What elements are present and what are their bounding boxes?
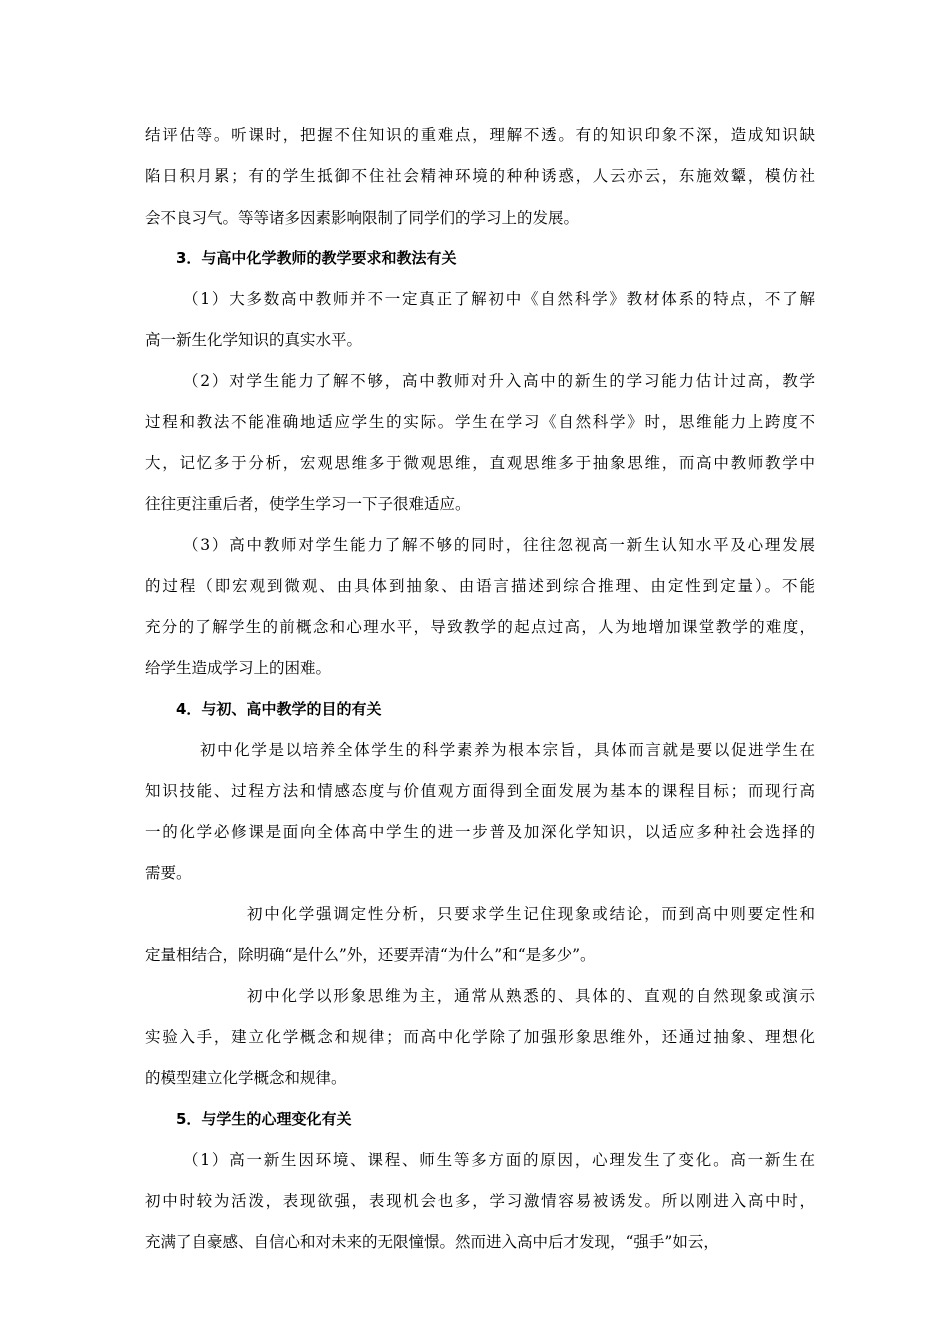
paragraph-line: 大，记忆多于分析，宏观思维多于微观思维，直观思维多于抽象思维，而高中教师教学中	[145, 454, 815, 472]
paragraph-line: 初中化学以形象思维为主，通常从熟悉的、具体的、直观的自然现象或演示	[247, 987, 815, 1005]
paragraph-line: 定量相结合，除明确“是什么”外，还要弄清“为什么”和“是多少”。	[145, 946, 596, 964]
paragraph-line: 往往更注重后者，使学生学习一下子很难适应。	[145, 495, 471, 513]
paragraph-line: 的模型建立化学概念和规律。	[145, 1069, 347, 1087]
paragraph-line: 结评估等。听课时，把握不住知识的重难点，理解不透。有的知识印象不深，造成知识缺	[145, 126, 815, 144]
paragraph-line: 实验入手，建立化学概念和规律；而高中化学除了加强形象思维外，还通过抽象、理想化	[145, 1028, 815, 1046]
paragraph-line: 充分的了解学生的前概念和心理水平，导致教学的起点过高，人为地增加课堂教学的难度，	[145, 618, 815, 636]
paragraph-line: 陷日积月累；有的学生抵御不住社会精神环境的种种诱惑，人云亦云，东施效颦，模仿社	[145, 167, 815, 185]
paragraph-line: （1）高一新生因环境、课程、师生等多方面的原因，心理发生了变化。高一新生在	[183, 1151, 815, 1169]
paragraph-line: 初中化学强调定性分析，只要求学生记住现象或结论，而到高中则要定性和	[247, 905, 815, 923]
paragraph-line: 初中时较为活泼，表现欲强，表现机会也多，学习激情容易被诱发。所以刚进入高中时，	[145, 1192, 815, 1210]
paragraph-line: 高一新生化学知识的真实水平。	[145, 331, 363, 349]
paragraph-line: （3）高中教师对学生能力了解不够的同时，往往忽视高一新生认知水平及心理发展	[183, 536, 815, 554]
paragraph-line: 会不良习气。等等诸多因素影响限制了同学们的学习上的发展。	[145, 209, 580, 227]
paragraph-line: 初中化学是以培养全体学生的科学素养为根本宗旨，具体而言就是要以促进学生在	[200, 741, 815, 759]
section-heading-5: 5．与学生的心理变化有关	[176, 1110, 352, 1128]
paragraph-line: 的过程（即宏观到微观、由具体到抽象、由语言描述到综合推理、由定性到定量）。不能	[145, 577, 815, 595]
paragraph-line: 知识技能、过程方法和情感态度与价值观方面得到全面发展为基本的课程目标；而现行高	[145, 782, 815, 800]
paragraph-line: 过程和教法不能准确地适应学生的实际。学生在学习《自然科学》时，思维能力上跨度不	[145, 413, 815, 431]
paragraph-line: 充满了自豪感、自信心和对未来的无限憧憬。然而进入高中后才发现，“强手”如云，	[145, 1233, 719, 1251]
paragraph-line: 给学生造成学习上的困难。	[145, 659, 332, 677]
paragraph-line: 一的化学必修课是面向全体高中学生的进一步普及加深化学知识，以适应多种社会选择的	[145, 823, 815, 841]
section-heading-3: 3．与高中化学教师的教学要求和教法有关	[176, 249, 457, 267]
paragraph-line: （1）大多数高中教师并不一定真正了解初中《自然科学》教材体系的特点，不了解	[183, 290, 815, 308]
section-heading-4: 4．与初、高中教学的目的有关	[176, 700, 382, 718]
paragraph-line: 需要。	[145, 864, 192, 882]
paragraph-line: （2）对学生能力了解不够，高中教师对升入高中的新生的学习能力估计过高，教学	[183, 372, 815, 390]
